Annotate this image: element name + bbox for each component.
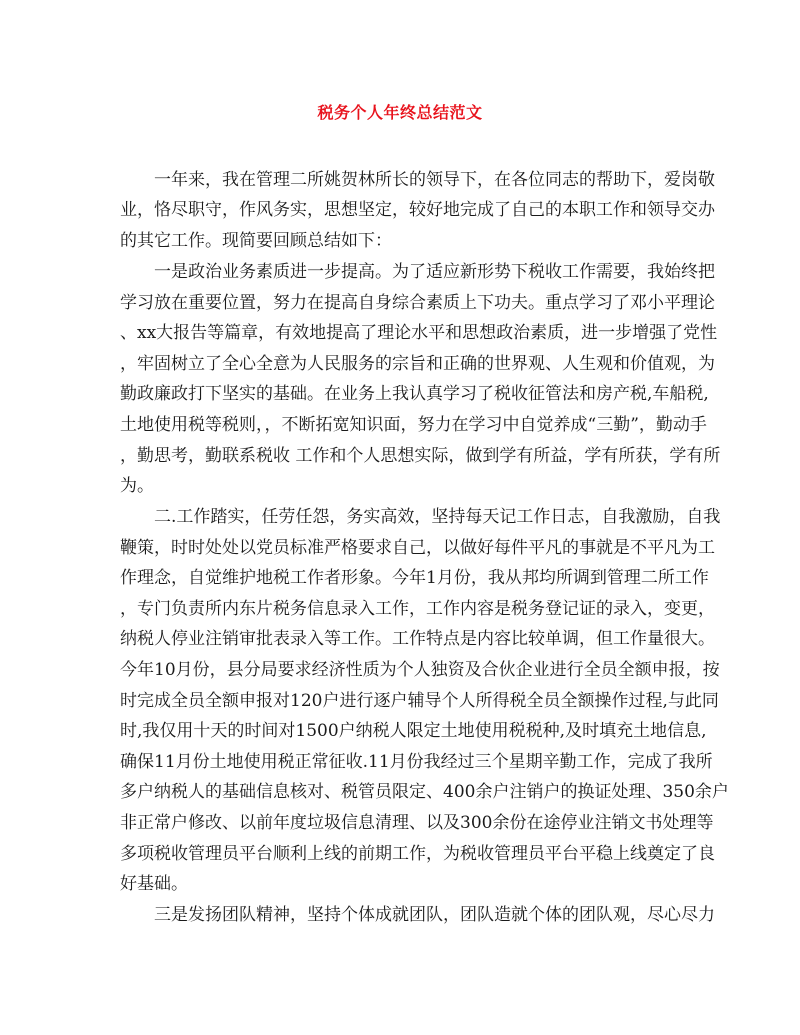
paragraph-4-line-1: 三是发扬团队精神，坚持个体成就团队，团队造就个体的团队观，尽心尽力: [154, 905, 715, 925]
paragraph-2-line-2: 学习放在重要位置，努力在提高自身综合素质上下功夫。重点学习了邓小平理论: [120, 293, 715, 313]
paragraph-2-line-5: 勤政廉政打下坚实的基础。在业务上我认真学习了税收征管法和房产税,车船税,: [120, 384, 709, 404]
paragraph-2-line-6: 土地使用税等税则，，不断拓宽知识面，努力在学习中自觉养成“三勤”，勤动手: [120, 415, 707, 435]
paragraph-3-line-6: 今年10月份，县分局要求经济性质为个人独资及合伙企业进行全员全额申报，按: [120, 660, 720, 680]
paragraph-3-line-11: 非正常户修改、以前年度垃圾信息清理、以及300余份在途停业注销文书处理等: [120, 813, 714, 833]
paragraph-3-line-10: 多户纳税人的基础信息核对、税管员限定、400余户注销户的换证处理、350余户: [120, 782, 729, 802]
paragraph-2-line-7: ，勤思考，勤联系税收 工作和个人思想实际，做到学有所益，学有所获，学有所: [120, 446, 721, 466]
paragraph-3-line-8: 时,我仅用十天的时间对1500户纳税人限定土地使用税税种,及时填充土地信息,: [120, 721, 707, 741]
paragraph-3-line-3: 作理念，自觉维护地税工作者形象。今年1月份，我从邦均所调到管理二所工作: [120, 568, 709, 588]
paragraph-1-line-1: 一年来，我在管理二所姚贺林所长的领导下，在各位同志的帮助下，爱岗敬: [154, 170, 715, 190]
paragraph-1-line-2: 业，恪尽职守，作风务实，思想坚定，较好地完成了自己的本职工作和领导交办: [120, 200, 715, 220]
paragraph-3-line-13: 好基础。: [120, 874, 188, 894]
paragraph-2-line-1: 一是政治业务素质进一步提高。为了适应新形势下税收工作需要，我始终把: [154, 262, 715, 282]
paragraph-2-line-4: ，牢固树立了全心全意为人民服务的宗旨和正确的世界观、人生观和价值观，为: [120, 354, 715, 374]
paragraph-3-line-1: 二.工作踏实，任劳任怨，务实高效，坚持每天记工作日志，自我激励，自我: [154, 507, 721, 527]
paragraph-3-line-5: 纳税人停业注销审批表录入等工作。工作特点是内容比较单调，但工作量很大。: [120, 629, 715, 649]
paragraph-3-line-7: 时完成全员全额申报对120户进行逐户辅导个人所得税全员全额操作过程,与此同: [120, 691, 719, 711]
paragraph-3-line-12: 多项税收管理员平台顺利上线的前期工作，为税收管理员平台平稳上线奠定了良: [120, 844, 715, 864]
paragraph-3-line-2: 鞭策，时时处处以党员标准严格要求自己，以做好每件平凡的事就是不平凡为工: [120, 538, 715, 558]
document-title: 税务个人年终总结范文: [317, 103, 483, 122]
paragraph-3-line-4: ，专门负责所内东片税务信息录入工作，工作内容是税务登记证的录入，变更，: [120, 599, 715, 619]
paragraph-2-line-8: 为。: [120, 476, 154, 496]
paragraph-3-line-9: 确保11月份土地使用税正常征收.11月份我经过三个星期辛勤工作，完成了我所: [120, 752, 713, 772]
paragraph-1-line-3: 的其它工作。现简要回顾总结如下：: [120, 231, 392, 251]
paragraph-2-line-3: 、xx大报告等篇章，有效地提高了理论水平和思想政治素质，进一步增强了党性: [120, 323, 718, 343]
